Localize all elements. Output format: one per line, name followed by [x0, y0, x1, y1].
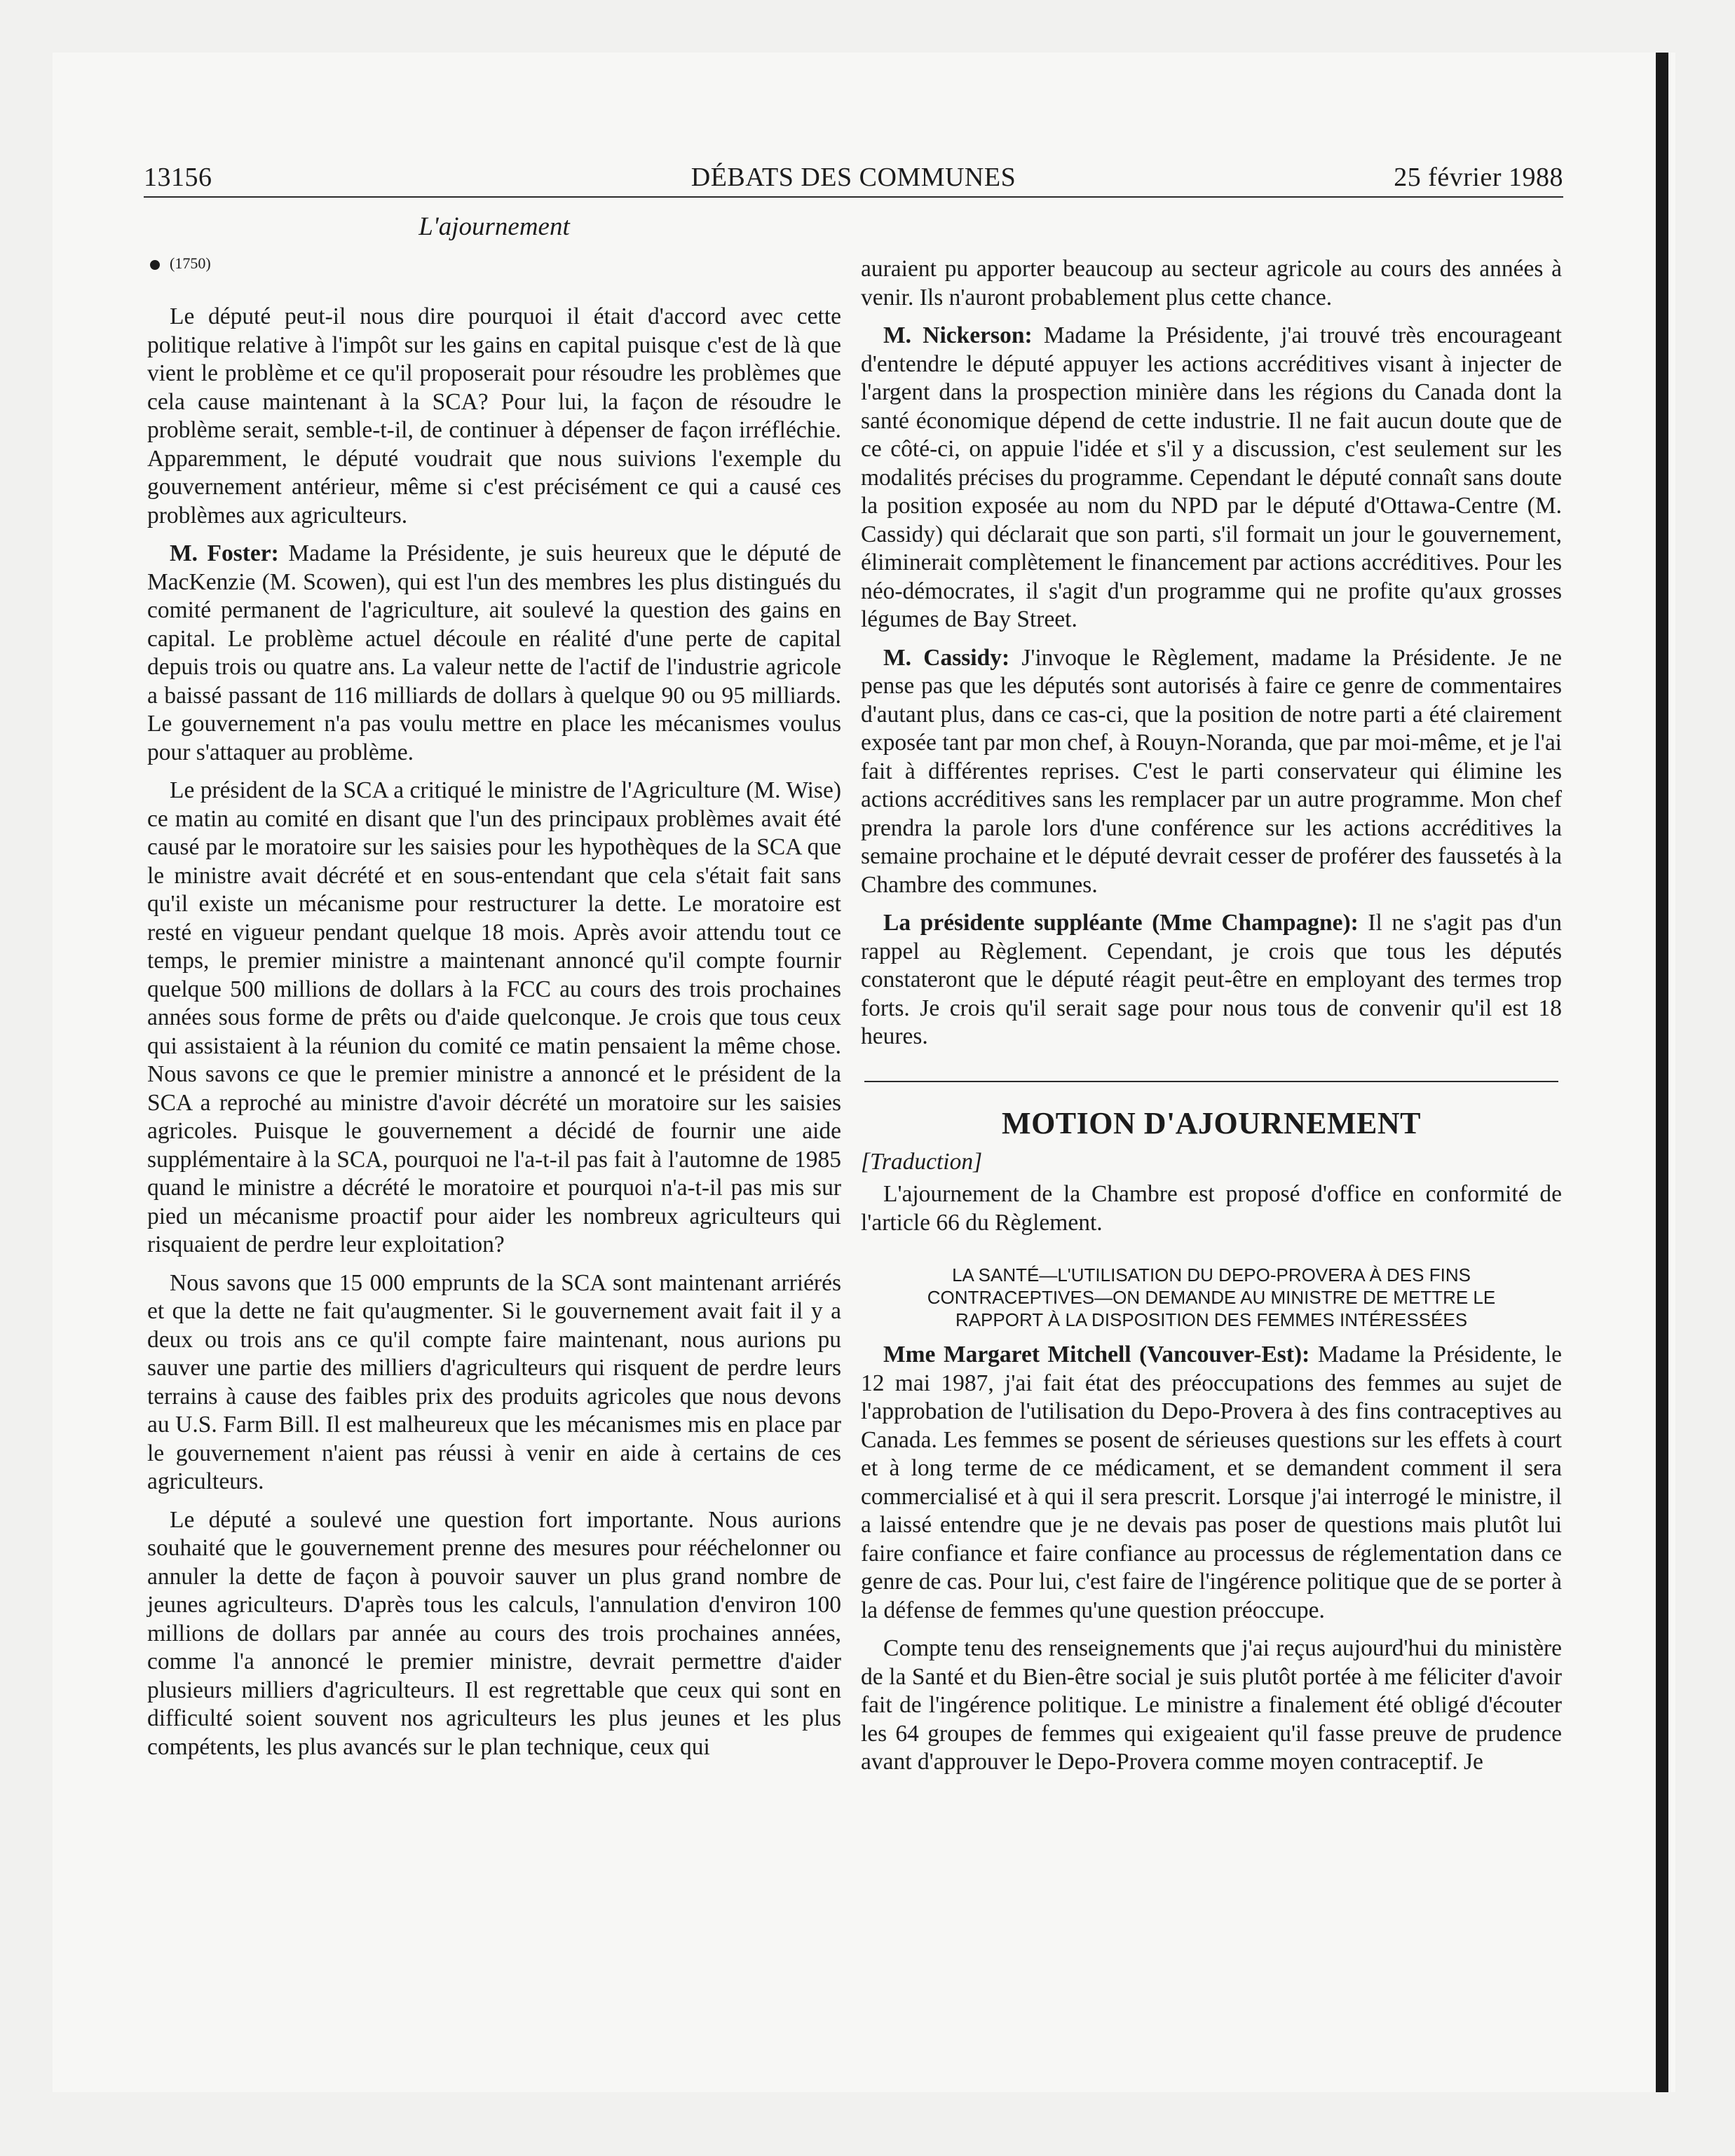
- publication-title: DÉBATS DES COMMUNES: [690, 163, 1016, 192]
- paragraph-text: Le président de la SCA a critiqué le ministre de l'Agriculture (M. Wise) ce matin au comité en disant que l'un des principaux problèmes avait été causé par le moratoire sur les saisies pour les hypothèques de la SCA que le ministre avait décrété et en sous-entendant que cela s'était fait sans qu'il existe un mécanisme pour restructurer la dette. Le moratoire est resté en vigueur pendant quelque 18 mois. Après avoir attendu tout ce temps, le premier ministre a maintenant annoncé qu'il compte fournir quelque 500 millions de dollars à la FCC au cours des trois prochaines années sous forme de prêts ou d'aide quelconque. Je crois que tous ceux qui assistaient à la réunion du comité ce matin pensaient la même chose. Nous savons ce que le premier ministre a annoncé et le président de la SCA a reproché au ministre d'avoir décrété un moratoire sur les saisies agricoles. Puisque le gouvernement a décidé de fournir une aide supplémentaire à la SCA, pourquoi ne l'a-t-il pas fait à l'automne de 1985 quand le ministre a décrété le moratoire et pourquoi n'a-t-il pas mis sur pied un mécanisme proactif pour aider les nombreux agriculteurs qui risquaient de perdre leur exploitation?: [147, 777, 841, 1257]
- bullet-icon: [150, 260, 160, 270]
- paragraph: [861, 1635, 1562, 1777]
- paragraph-text: Le député a soulevé une question fort importante. Nous aurions souhaité que le gouvernement prenne des mesures pour rééchelonner ou annuler la dette de façon à pouvoir sauver un plus grand nombre de jeunes agriculteurs. D'après tous les calculs, l'annulation d'environ 100 millions de dollars par année au cours des trois prochaines années, comme l'a annoncé le premier ministre, devrait permettre d'aider plusieurs milliers d'agriculteurs. Il est regrettable que ceux qui sont en difficulté soient souvent nos agriculteurs les plus jeunes et les plus compétents, les plus avancés sur le plan technique, ceux qui: [147, 1506, 841, 1760]
- header-rule: [144, 196, 1563, 198]
- paragraph: [147, 1269, 841, 1496]
- paragraph-text: Il ne s'agit pas d'un rappel au Règlement. Cependant, je crois que tous les députés constateront que le député réagit peut-être en employant des termes trop forts. Je crois qu'il serait sage pour nous tous de convenir qu'il est 18 heures.: [861, 910, 1562, 1049]
- paragraph: [147, 1506, 841, 1762]
- paragraph: [861, 1341, 1562, 1625]
- paragraph-text: Nous savons que 15 000 emprunts de la SCA sont maintenant arriérés et que la dette ne fait qu'augmenter. Si le gouvernement avait fait il y a deux ou trois ans ce qu'il compte faire maintenant, nous aurions pu sauver une partie des milliers d'agriculteurs qui risquent de perdre leurs terrains à cause des faibles prix des produits agricoles que nous devons au U.S. Farm Bill. Il est malheureux que les mécanismes mis en place par le gouvernement n'aient pas réussi à venir en aide à certains de ces agriculteurs.: [147, 1269, 841, 1494]
- speaker-name: Mme Margaret Mitchell (Vancouver-Est):: [883, 1342, 1310, 1367]
- time-marker: [147, 248, 841, 279]
- header-date: 25 février 1988: [1394, 163, 1563, 192]
- paragraph-text: J'invoque le Règlement, madame la Présidente. Je ne pense pas que les députés sont autorisés à faire ce genre de commentaires d'autant plus, dans ce cas-ci, que la position de notre parti a été clairement exposée tant par mon chef, à Rouyn-Noranda, que par moi-même, et je l'ai fait à différentes reprises. C'est le parti conservateur qui élimine les actions accréditives sans les remplacer par un autre programme. Mon chef prendra la parole lors d'une conférence sur les actions accréditives la semaine prochaine et le député devrait cesser de proférer des faussetés à la Chambre des communes.: [861, 644, 1562, 898]
- section-separator: [864, 1081, 1558, 1082]
- subject-heading: LA SANTÉ—L'UTILISATION DU DEPO-PROVERA À DES FINS CONTRACEPTIVES—ON DEMANDE AU MINISTRE DE METTRE LE RAPPORT À LA DISPOSITION DES FEMMES INTÉRESSÉES: [927, 1264, 1496, 1330]
- paragraph-text: L'ajournement de la Chambre est proposé d'office en conformité de l'article 66 du Règlement.: [861, 1181, 1562, 1236]
- paragraph-text: Madame la Présidente, je suis heureux que le député de MacKenzie (M. Scowen), qui est l'un des membres les plus distingués du comité permanent de l'agriculture, ait soulevé la question des gains en capital. Le problème actuel découle en réalité d'une perte de capital depuis trois ou quatre ans. La valeur nette de l'actif de l'industrie agricole a baissé passant de 116 milliards de dollars à quelque 90 ou 95 milliards. Le gouvernement n'a pas voulu mettre en place les mécanismes voulus pour s'attaquer au problème.: [147, 540, 842, 765]
- page-header: [144, 160, 1563, 196]
- translation-tag: [Traduction]: [861, 1148, 983, 1175]
- paragraph: [147, 540, 841, 767]
- speaker-name: M. Foster:: [170, 540, 279, 566]
- left-column: [147, 210, 841, 1771]
- paragraph: [861, 322, 1562, 634]
- time-marker-text: (1750): [170, 254, 211, 272]
- page-number: 13156: [144, 163, 212, 192]
- paragraph: [147, 777, 841, 1260]
- speaker-name: La présidente suppléante (Mme Champagne):: [883, 910, 1359, 936]
- paragraph-text: Le député peut-il nous dire pourquoi il était d'accord avec cette politique relative à l'impôt sur les gains en capital puisque c'est de là que vient le problème et ce qu'il proposerait pour résoudre les problèmes que cela cause maintenant à la SCA? Pour lui, la façon de résoudre le problème serait, semble-t-il, de continuer à dépenser de façon irréfléchie. Apparemment, le député voudrait que nous suivions l'exemple du gouvernement antérieur, même si c'est précisément ce qui a causé ces problèmes aux agriculteurs.: [147, 303, 841, 528]
- motion-paragraph: [861, 1180, 1562, 1237]
- paragraph: [861, 909, 1562, 1051]
- paragraph-text: auraient pu apporter beaucoup au secteur agricole au cours des années à venir. Ils n'auront probablement plus cette chance.: [861, 256, 1562, 311]
- section-title: L'ajournement: [419, 212, 570, 241]
- continuation-paragraph: [861, 255, 1562, 312]
- paragraph: [861, 644, 1562, 900]
- right-column: [861, 255, 1562, 1787]
- paragraph-text: Madame la Présidente, j'ai trouvé très encourageant d'entendre le député appuyer les actions accréditives visant à injecter de l'argent dans la prospection minière dans les régions du Canada dont la santé économique dépend de cette industrie. Il ne fait aucun doute que de ce côté-ci, on appuie l'idée et s'il y a discussion, c'est seulement sur les modalités précises du programme. Cependant le député connaît sans doute la position exposée au nom du NPD par le député d'Ottawa-Centre (M. Cassidy) qui déclarait que son parti, s'il formait un jour le gouvernement, éliminerait complètement le financement par actions accréditives. Pour les néo-démocrates, il s'agit d'un programme qui ne profite qu'aux grosses légumes de Bay Street.: [861, 322, 1563, 632]
- scan-edge-bar: [1656, 53, 1668, 2092]
- speaker-name: M. Nickerson:: [883, 322, 1033, 348]
- paragraph-text: Madame la Présidente, le 12 mai 1987, j'ai fait état des préoccupations des femmes au sujet de l'approbation de l'utilisation du Depo-Provera à des fins contraceptives au Canada. Les femmes se posent de sérieuses questions sur les effets à court et à long terme de ce médicament, et se demandent comment il sera commercialisé et à qui il sera prescrit. Lorsque j'ai interrogé le ministre, il a laissé entendre que je ne devais pas poser de questions mais plutôt lui faire confiance et faire confiance au processus de réglementation dans ce genre de cas. Pour lui, c'est faire de l'ingérence politique que de se porter à la défense de femmes qu'une question préoccupe.: [861, 1342, 1563, 1623]
- paragraph: [147, 303, 841, 530]
- speaker-name: M. Cassidy:: [883, 644, 1010, 671]
- motion-title: MOTION D'AJOURNEMENT: [1002, 1105, 1421, 1140]
- paragraph-text: Compte tenu des renseignements que j'ai reçus aujourd'hui du ministère de la Santé et du Bien-être social je suis plutôt portée à me féliciter d'avoir fait de l'ingérence politique. Le ministre a finalement été obligé d'écouter les 64 groupes de femmes qui exigeaient qu'il fasse preuve de prudence avant d'approuver le Depo-Provera comme moyen contraceptif. Je: [861, 1635, 1562, 1775]
